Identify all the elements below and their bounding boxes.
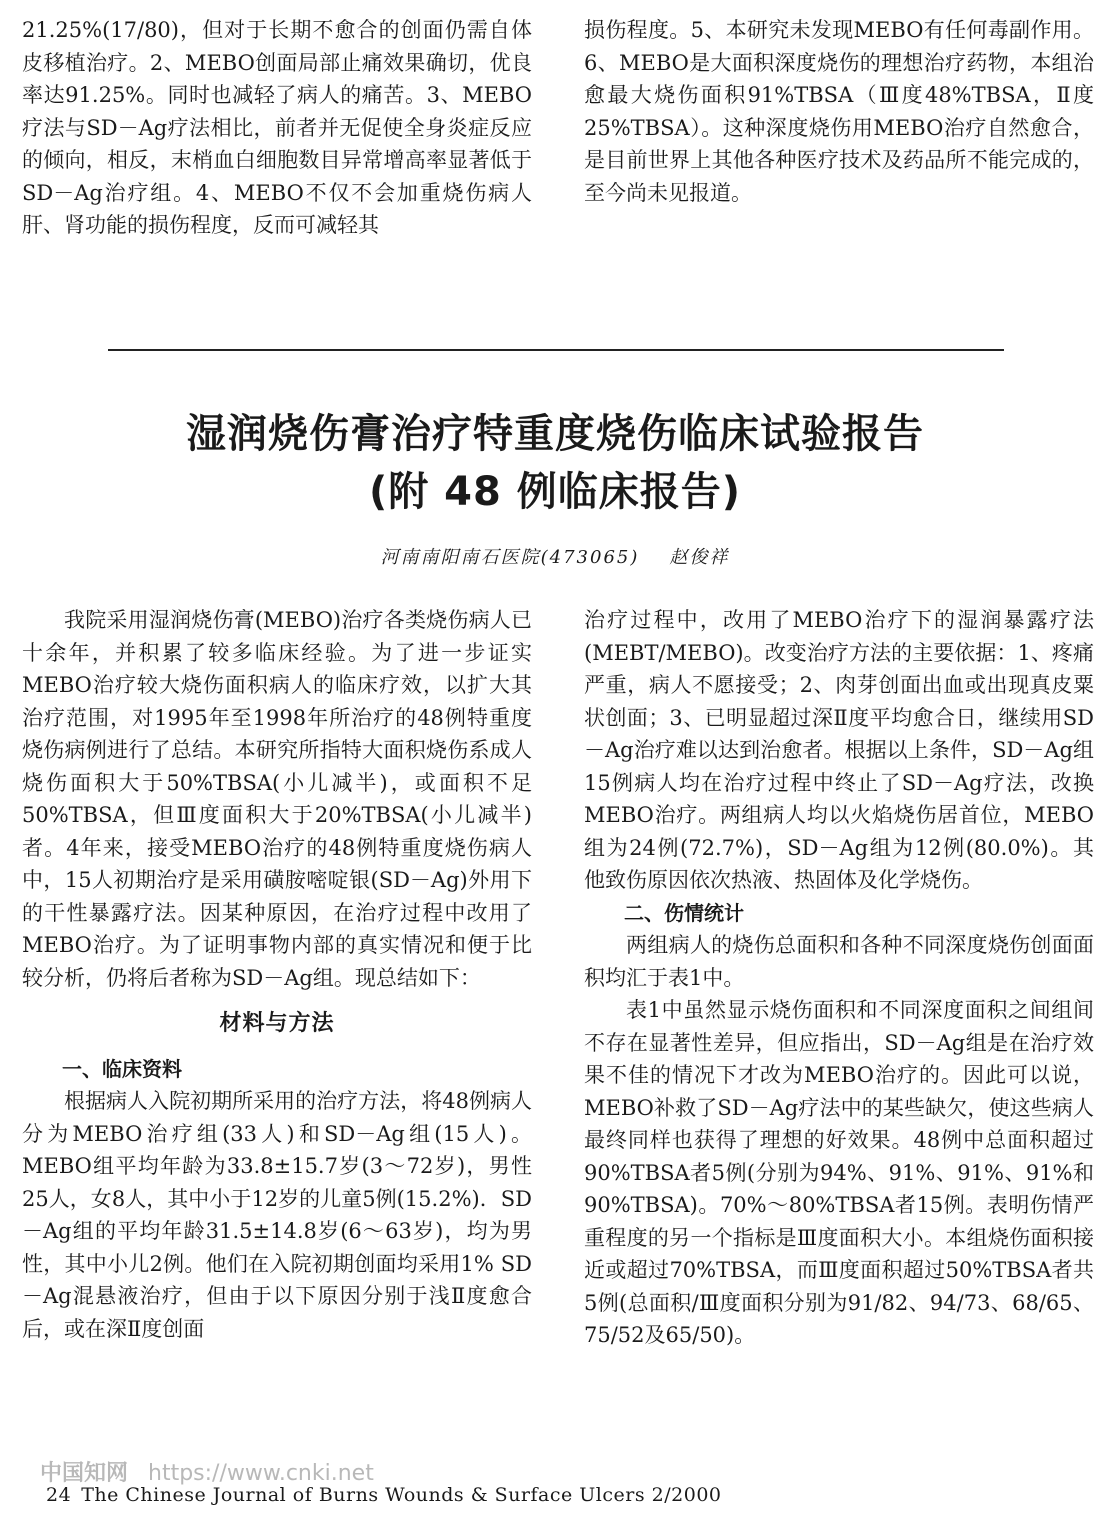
clinical-data-continued: 治疗过程中，改用了MEBO治疗下的湿润暴露疗法(MEBT/MEBO)。改变治疗方法的主要依据：1、疼痛严重，病人不愿接受；2、肉芽创面出血或出现真皮粟状创面；3、已明显超过深Ⅱ度平均愈合日，继续用SD－Ag治疗难以达到治愈者。根据以上条件，SD－Ag组15例病人均在治疗过程中终止了SD－Ag疗法，改换MEBO治疗。两组病人均以火焰烧伤居首位，MEBO组为24例(72.7%)，SD－Ag组为12例(80.0%)。其他致伤原因依次热液、热固体及化学烧伤。: [584, 608, 1094, 892]
cnki-watermark: [40, 1456, 374, 1487]
watermark-brand: 中国知网: [40, 1461, 129, 1486]
article-title: [60, 405, 1050, 521]
intro-paragraph: 我院采用湿润烧伤膏(MEBO)治疗各类烧伤病人已十余年，并积累了较多临床经验。为了进一步证实MEBO治疗较大烧伤面积病人的临床疗效，以扩大其治疗范围，对1995年至1998年所治疗的48例特重度烧伤病例进行了总结。本研究所指特大面积烧伤系成人烧伤面积大于50%TBSA(小儿减半)，或面积不足50%TBSA，但Ⅲ度面积大于20%TBSA(小儿减半)者。4年来，接受MEBO治疗的48例特重度烧伤病人中，15人初期治疗是采用磺胺嘧啶银(SD－Ag)外用下的干性暴露疗法。因某种原因，在治疗过程中改用了MEBO治疗。为了证明事物内部的真实情况和便于比较分析，仍将后者称为SD－Ag组。现总结如下：: [22, 608, 532, 990]
prev-article-left-text: 21.25%(17/80)，但对于长期不愈合的创面仍需自体皮移植治疗。2、MEBO创面局部止痛效果确切，优良率达91.25%。同时也减轻了病人的痛苦。3、MEBO疗法与SD－Ag疗法相比，前者并无促使全身炎症反应的倾向，相反，末梢血白细胞数目异常增高率显著低于SD－Ag治疗组。4、MEBO不仅不会加重烧伤病人肝、肾功能的损伤程度，反而可减轻其: [22, 18, 532, 237]
watermark-url: https://www.cnki.net: [148, 1461, 374, 1486]
page-footer: [46, 1484, 732, 1506]
page-number: 24: [46, 1484, 72, 1506]
article-title-line-2: (附 48 例临床报告): [368, 469, 742, 515]
clinical-data-paragraph: 根据病人入院初期所采用的治疗方法，将48例病人分为MEBO治疗组(33人)和SD－Ag组(15人)。MEBO组平均年龄为33.8±15.7岁(3～72岁)，男性25人，女8人，其中小于12岁的儿童5例(15.2%)．SD－Ag组的平均年龄31.5±14.8岁(6～63岁)，均为男性，其中小儿2例。他们在入院初期创面均采用1% SD－Ag混悬液治疗，但由于以下原因分别于浅Ⅱ度愈合后，或在深Ⅱ度创面: [22, 1089, 532, 1341]
author-name: 赵俊祥: [669, 547, 730, 568]
subheading-injury-statistics: 二、伤情统计: [624, 900, 744, 925]
article-title-line-1: 湿润烧伤膏治疗特重度烧伤临床试验报告: [186, 411, 924, 457]
injury-statistics-paragraph-2: 表1中虽然显示烧伤面积和不同深度面积之间组间不存在显著性差异，但应指出，SD－Ag组是在治疗效果不佳的情况下才改为MEBO治疗的。因此可以说，MEBO补救了SD－Ag疗法中的某些缺欠，使这些病人最终同样也获得了理想的好效果。48例中总面积超过90%TBSA者5例(分别为94%、91%、91%、91%和90%TBSA)。70%～80%TBSA者15例。表明伤情严重程度的另一个指标是Ⅲ度面积大小。本组烧伤面积接近或超过70%TBSA，而Ⅲ度面积超过50%TBSA者共5例(总面积/Ⅲ度面积分别为91/82、94/73、68/65、75/52及65/50)。: [584, 998, 1094, 1347]
section-heading-materials-methods: 材料与方法: [219, 1011, 335, 1036]
body-left-column: [22, 604, 532, 1345]
section-divider: [108, 349, 1004, 351]
author-line: [0, 543, 1110, 569]
injury-statistics-paragraph-1: 两组病人的烧伤总面积和各种不同深度烧伤创面面积均汇于表1中。: [584, 933, 1094, 990]
prev-article-right-text: 损伤程度。5、本研究未发现MEBO有任何毒副作用。6、MEBO是大面积深度烧伤的理想治疗药物，本组治愈最大烧伤面积91%TBSA（Ⅲ度48%TBSA，Ⅱ度25%TBSA）。这种深度烧伤用MEBO治疗自然愈合，是目前世界上其他各种医疗技术及药品所不能完成的，至今尚未见报道。: [584, 18, 1094, 205]
journal-name: The Chinese Journal of Burns Wounds & Surface Ulcers 2/2000: [81, 1484, 722, 1506]
body-right-column: [584, 604, 1094, 1352]
author-affiliation: 河南南阳南石医院(473065): [380, 547, 640, 568]
subheading-clinical-data: 一、临床资料: [62, 1056, 182, 1081]
prev-article-right-column: [584, 14, 1094, 209]
prev-article-left-column: [22, 14, 532, 242]
